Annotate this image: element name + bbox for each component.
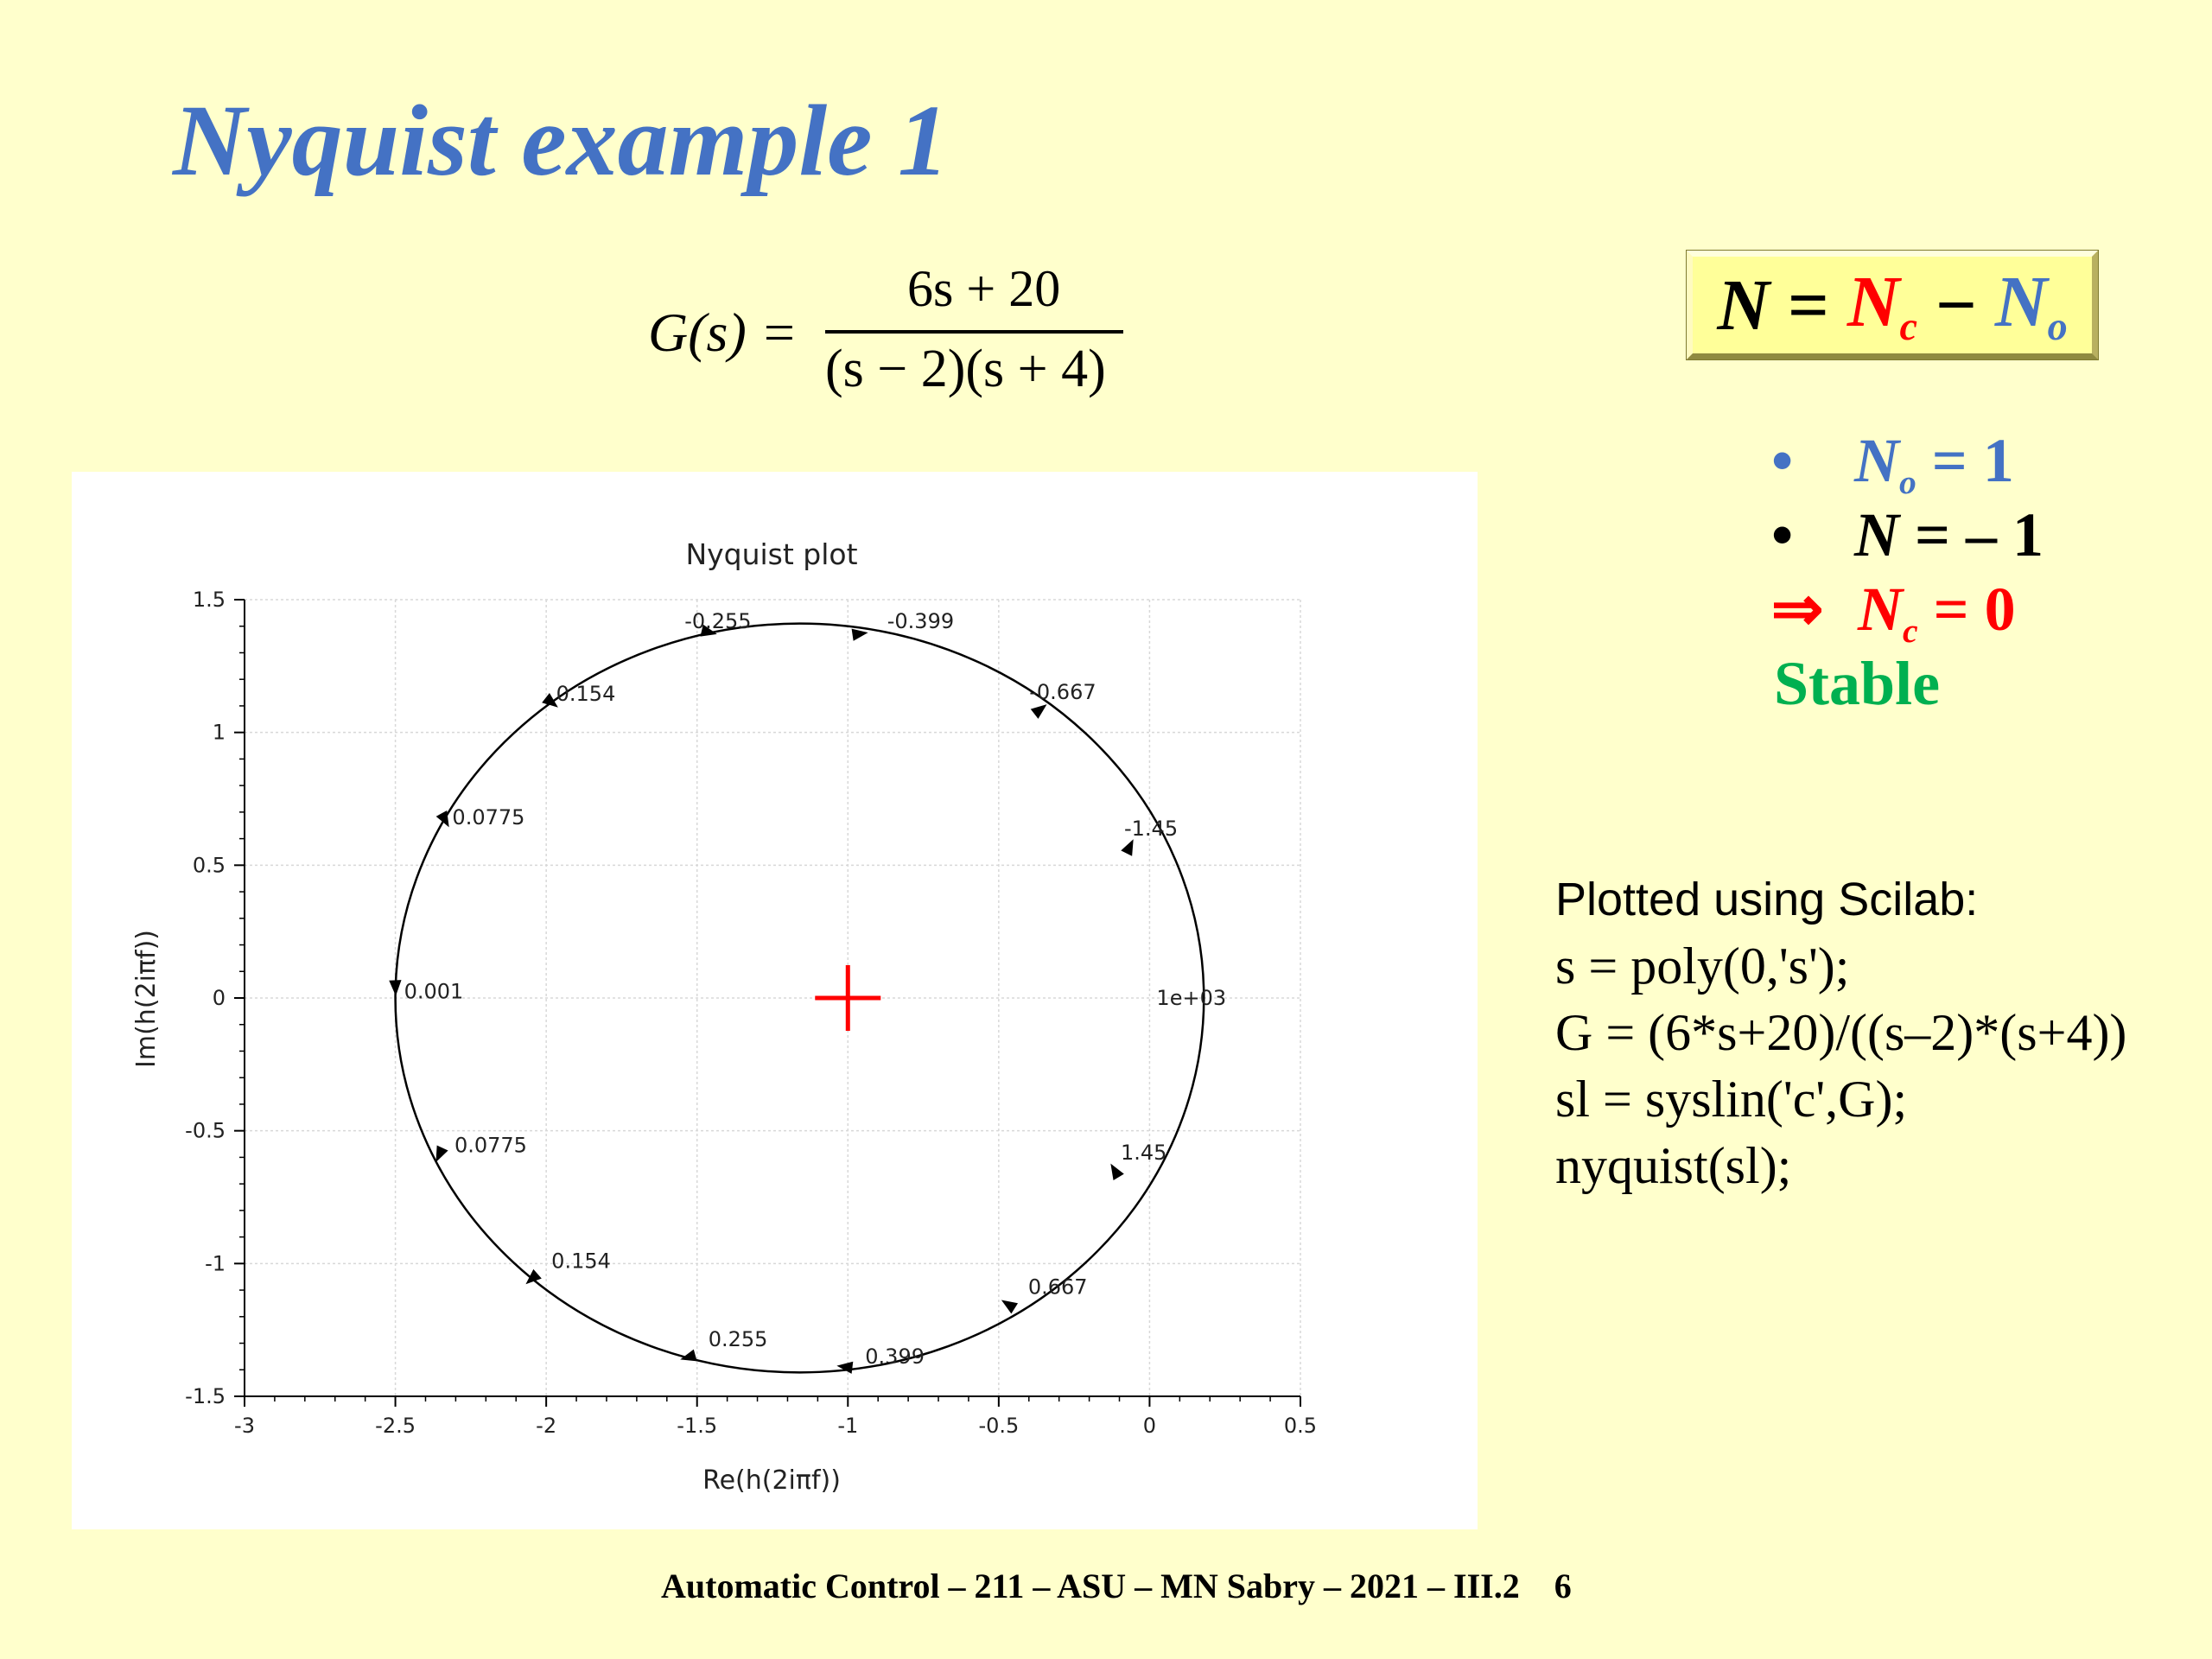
result-list [1771,423,2169,721]
scilab-code [1555,867,2212,1199]
y-tick-label: -1 [205,1251,226,1276]
frequency-label: 0.154 [551,1249,611,1274]
frequency-label: -0.667 [1029,680,1096,705]
criterion-equals: = [1787,264,1829,346]
chart-grid [245,600,1300,1396]
x-tick-label: -1 [837,1414,859,1438]
y-tick-label: 1.5 [192,588,226,612]
code-line: G = (6*s+20)/((s–2)*(s+4)) [1555,1004,2127,1061]
x-tick-label: -2 [536,1414,557,1438]
frequency-label: 1.45 [1121,1140,1167,1165]
result-no: • $N_o = 1$ [1771,423,2169,498]
x-tick-label: 0.5 [1283,1414,1318,1438]
bullet-icon: • [1771,426,1794,495]
criterion-minus: − [1936,264,1977,346]
slide-title: Nyquist example 1 [173,84,950,197]
y-tick-label: 1 [212,720,226,745]
frequency-label: 0.0775 [454,1133,527,1158]
implies-arrow-icon: ⇒ [1771,575,1824,644]
nyquist-criterion-box [1687,251,2098,359]
code-line: sl = syslin('c',G); [1555,1071,1908,1128]
transfer-function-formula [648,259,1132,415]
nyquist-chart [72,472,1478,1529]
x-tick-label: -1.5 [677,1414,718,1438]
formula-lhs: G(s) = [648,302,798,363]
criterion-nc: $N_c$ [1847,262,1918,349]
direction-arrow-icon [1001,1300,1018,1314]
x-axis-label: Re(h(2iπf)) [702,1465,841,1496]
direction-arrow-icon [436,810,449,827]
nyquist-curve-group [389,624,1204,1374]
direction-arrow-icon [1121,839,1133,855]
frequency-labels [404,609,1227,1369]
bullet-icon: • [1771,500,1794,569]
frequency-label: 0.667 [1027,1274,1088,1300]
code-line: s = poly(0,'s'); [1555,938,1850,995]
frequency-label: 1e+03 [1156,986,1227,1010]
direction-arrow-icon [1110,1164,1123,1180]
frequency-label: -0.399 [887,608,955,633]
frequency-label: -0.255 [684,608,752,633]
code-line: nyquist(sl); [1555,1137,1792,1194]
fraction-bar [825,330,1123,334]
y-tick-label: -1.5 [185,1384,226,1408]
frequency-label: -1.45 [1123,816,1179,841]
code-line: Plotted using Scilab: [1555,874,1979,925]
page-number: 6 [1554,1567,1572,1605]
formula-denominator: (s − 2)(s + 4) [825,340,1106,398]
x-tick-label: 0 [1142,1414,1157,1438]
chart-title: Nyquist plot [685,537,858,571]
criterion-n: N [1717,264,1770,346]
formula-numerator: 6s + 20 [907,260,1061,317]
critical-point-group [815,965,880,1031]
x-tick-label: -3 [234,1414,255,1438]
result-stable: Stable [1774,649,1941,718]
criterion-no: $N_o$ [1994,262,2068,349]
result-nc: ⇒ $N_c = 0$ [1771,572,2169,646]
y-axis-label: Im(h(2iπf)) [131,930,162,1068]
direction-arrow-icon [435,1146,448,1163]
y-tick-label: 0.5 [192,853,226,878]
direction-arrow-icon [680,1350,696,1362]
footer-text: Automatic Control – 211 – ASU – MN Sabry – 2021 – III.2 [661,1567,1520,1605]
direction-arrow-icon [852,629,868,641]
chart-axes [185,588,1317,1438]
frequency-label: 0.0775 [452,805,525,830]
nyquist-plot-panel [72,472,1478,1529]
y-tick-label: -0.5 [185,1118,226,1143]
x-tick-label: -0.5 [978,1414,1020,1438]
frequency-label: 0.399 [865,1344,925,1370]
slide-footer [661,1566,1572,1606]
frequency-label: 0.001 [404,979,464,1004]
frequency-label: 0.255 [708,1326,768,1351]
frequency-label: 0.154 [556,681,616,706]
y-tick-label: 0 [212,986,226,1010]
result-n: • N = – 1 [1771,498,2169,572]
direction-arrow-icon [389,980,401,995]
x-tick-label: -2.5 [375,1414,416,1438]
direction-arrow-icon [836,1362,853,1374]
direction-arrow-icon [1031,704,1047,719]
